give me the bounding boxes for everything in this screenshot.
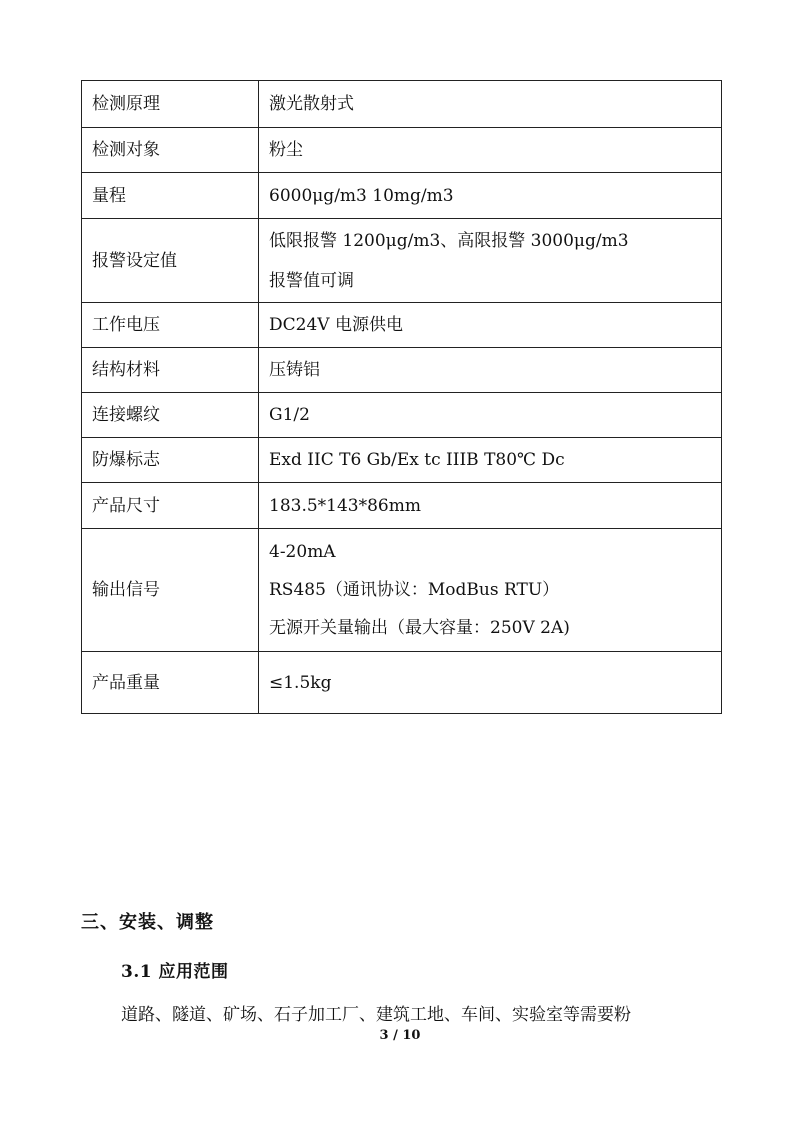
spec-label: 检测对象: [82, 128, 259, 173]
spec-label: 防爆标志: [82, 438, 259, 483]
spec-label: 产品尺寸: [82, 483, 259, 529]
spec-value-line: 183.5*143*86mm: [269, 495, 421, 516]
spec-value-line: 低限报警 1200μg/m3、高限报警 3000μg/m3: [269, 230, 629, 251]
spec-label: 检测原理: [82, 81, 259, 128]
section-heading: 三、安装、调整: [81, 912, 214, 933]
spec-label: 输出信号: [82, 529, 259, 652]
table-row: [82, 81, 722, 128]
spec-value-line: 粉尘: [269, 140, 303, 160]
spec-label: 产品重量: [82, 652, 259, 714]
table-row: [82, 483, 722, 529]
spec-value: [259, 81, 722, 128]
spec-value-line: ≤1.5kg: [269, 672, 332, 693]
table-row: [82, 529, 722, 652]
spec-value-line: G1/2: [269, 405, 310, 425]
page-number: 3 / 10: [379, 1028, 421, 1043]
spec-value-line: 无源开关量输出（最大容量：250V 2A): [269, 618, 570, 638]
spec-value-line: 压铸铝: [269, 360, 320, 380]
spec-value: [259, 348, 722, 393]
spec-value: [259, 303, 722, 348]
spec-value-line: DC24V 电源供电: [269, 315, 403, 335]
subsection-heading: 3.1 应用范围: [121, 962, 229, 982]
spec-label: 连接螺纹: [82, 393, 259, 438]
spec-value: [259, 529, 722, 652]
spec-value: [259, 652, 722, 714]
spec-table: [81, 80, 722, 714]
spec-label: 工作电压: [82, 303, 259, 348]
spec-value: [259, 393, 722, 438]
spec-value-line: Exd IIC T6 Gb/Ex tc IIIB T80℃ Dc: [269, 450, 565, 470]
spec-label: 量程: [82, 173, 259, 219]
spec-label: 报警设定值: [82, 219, 259, 303]
spec-value-line: RS485（通讯协议：ModBus RTU）: [269, 580, 560, 600]
body-paragraph: 道路、隧道、矿场、石子加工厂、建筑工地、车间、实验室等需要粉: [121, 1005, 631, 1025]
spec-label: 结构材料: [82, 348, 259, 393]
table-row: [82, 128, 722, 173]
table-row: [82, 303, 722, 348]
spec-value-line: 6000μg/m3 10mg/m3: [269, 185, 454, 206]
table-row: [82, 219, 722, 303]
spec-value: [259, 483, 722, 529]
spec-value: [259, 438, 722, 483]
table-row: [82, 348, 722, 393]
spec-table-body: [82, 81, 722, 714]
table-row: [82, 438, 722, 483]
spec-value: [259, 219, 722, 303]
spec-value-line: 4-20mA: [269, 542, 336, 562]
spec-value-line: 激光散射式: [269, 94, 354, 114]
spec-value-line: 报警值可调: [269, 270, 354, 291]
spec-value: [259, 173, 722, 219]
table-row: [82, 652, 722, 714]
table-row: [82, 173, 722, 219]
table-row: [82, 393, 722, 438]
spec-value: [259, 128, 722, 173]
